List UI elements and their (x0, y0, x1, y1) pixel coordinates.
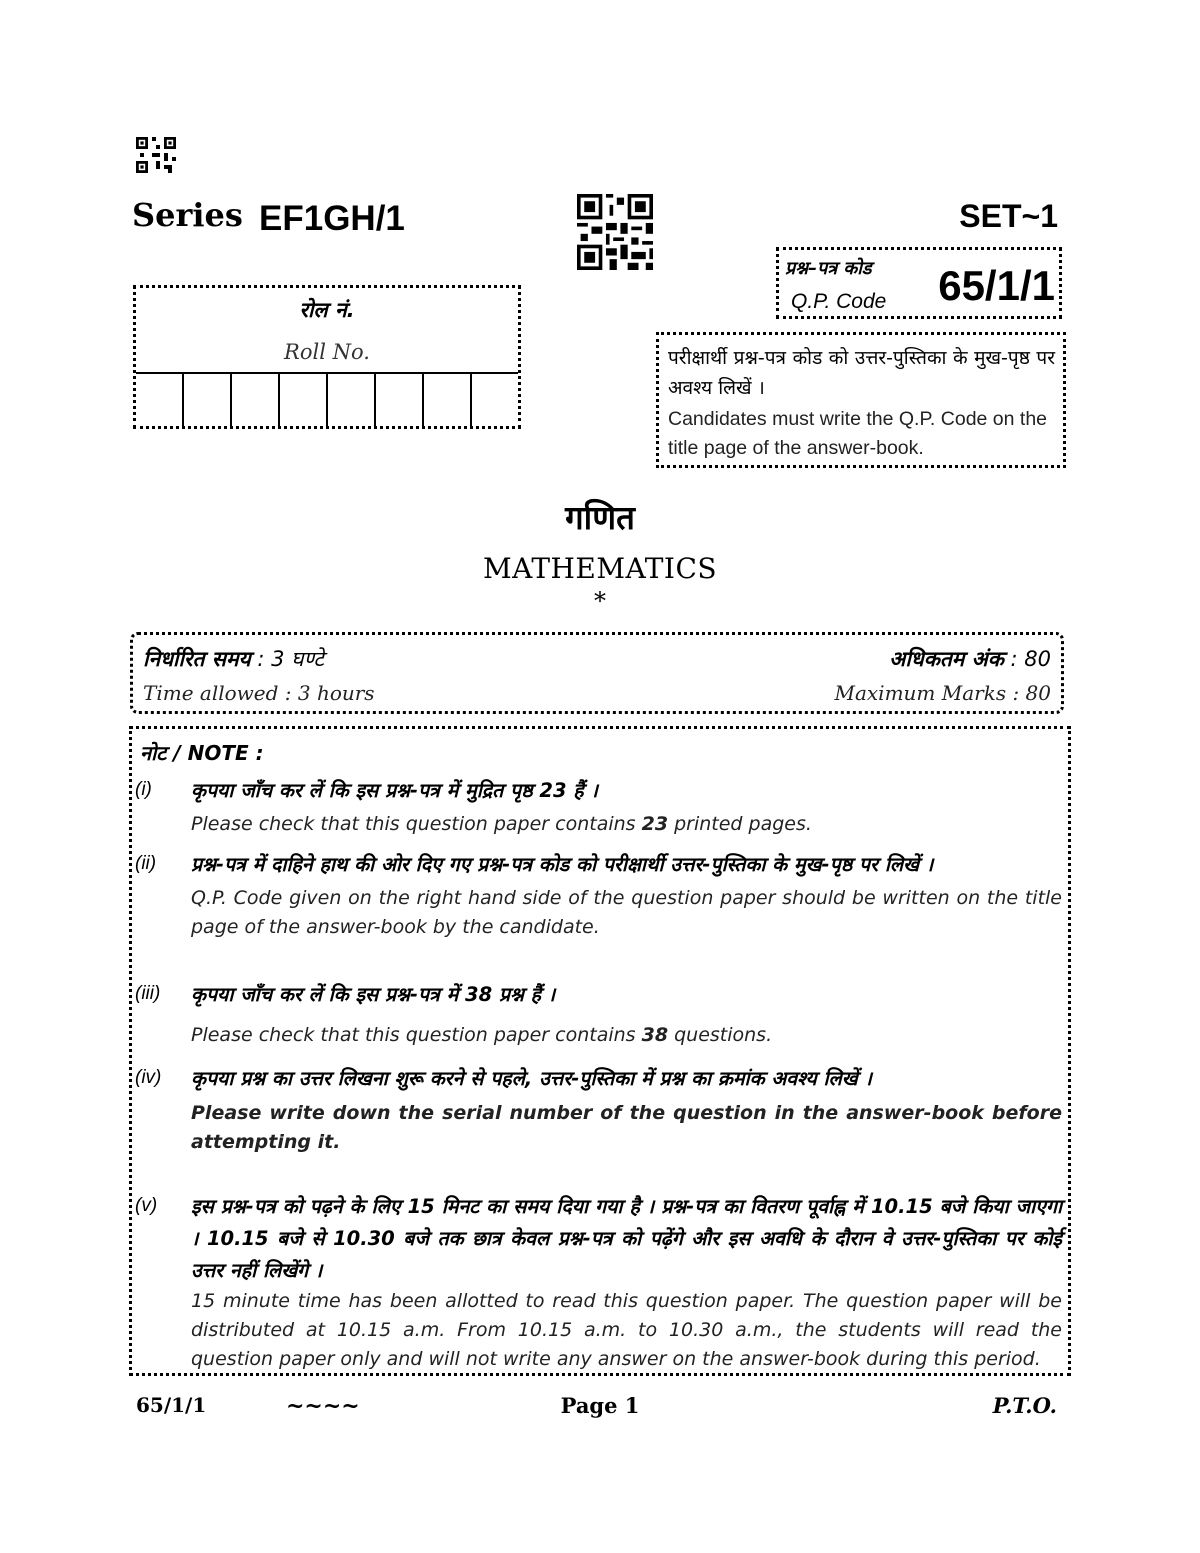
time-value-hindi: : 3 घण्टे (250, 647, 324, 671)
note-text: Please check that this question paper contains (191, 813, 642, 835)
qp-label-english: Q.P. Code (791, 290, 887, 313)
time-marks-box (130, 632, 1064, 714)
note-item (191, 849, 1062, 942)
qp-label-hindi: प्रश्न–पत्र कोड (785, 258, 872, 279)
footer-wave: ~~~~ (286, 1393, 360, 1419)
roll-digit-cell[interactable] (182, 374, 230, 426)
note-title: नोट / NOTE : (140, 741, 264, 765)
roll-digit-cell[interactable] (230, 374, 278, 426)
note-item-number: (ii) (135, 853, 157, 874)
qp-code-value: 65/1/1 (938, 262, 1055, 309)
candidate-instruction-box (656, 332, 1066, 468)
note-item-english (191, 1021, 1062, 1050)
roll-digit-cell[interactable] (374, 374, 422, 426)
qr-code-small-icon (136, 137, 176, 173)
roll-label-english: Roll No. (284, 340, 370, 364)
note-item-number: (v) (135, 1195, 158, 1216)
note-item-english: Please write down the serial number of the question in the answer-book before attempting it. (191, 1102, 1062, 1153)
roll-digit-cell[interactable] (326, 374, 374, 426)
note-item-english: Q.P. Code given on the right hand side of the question paper should be written on the title page of the answer-book by the candidate. (191, 887, 1062, 938)
subject-title-english: MATHEMATICS (482, 552, 718, 585)
note-item (191, 1063, 1062, 1157)
max-marks-hindi (889, 645, 1051, 673)
time-allowed-hindi (143, 645, 324, 673)
note-text: Please check that this question paper contains (191, 1024, 642, 1046)
roll-digit-cell[interactable] (136, 374, 182, 426)
note-item (191, 979, 1062, 1050)
roll-digit-cell[interactable] (470, 374, 518, 426)
pto-label: P.T.O. (992, 1393, 1057, 1418)
note-item-number: (iii) (135, 983, 161, 1004)
time-allowed-english: Time allowed : 3 hours (143, 681, 375, 705)
series-label: Series (132, 196, 243, 234)
note-item-number: (i) (135, 779, 152, 800)
max-marks-english: Maximum Marks : 80 (834, 681, 1051, 705)
roll-label-hindi: रोल नं. (299, 298, 355, 322)
series-code: EF1GH/1 (259, 199, 405, 238)
note-item-hindi: कृपया जाँच कर लें कि इस प्रश्न-पत्र में मुद्रित पृष्ठ 23 हैं । (191, 779, 598, 802)
qp-code-box (776, 247, 1062, 319)
note-item-hindi: कृपया प्रश्न का उत्तर लिखना शुरू करने से पहले, उत्तर-पुस्तिका में प्रश्न का क्रमांक अवश्य लिखें । (191, 1067, 872, 1090)
note-item-hindi: कृपया जाँच कर लें कि इस प्रश्न-पत्र में 38 प्रश्न हैं । (191, 983, 556, 1006)
page-number: Page 1 (560, 1393, 640, 1418)
question-count: 38 (641, 1024, 669, 1046)
subject-star: * (594, 587, 606, 615)
subject-title-hindi: गणित (565, 498, 635, 537)
note-item (191, 775, 1062, 839)
roll-digit-cell[interactable] (422, 374, 470, 426)
note-text: questions. (668, 1024, 773, 1046)
note-item-hindi: इस प्रश्न-पत्र को पढ़ने के लिए 15 मिनट का समय दिया गया है । प्रश्न-पत्र का वितरण पूर्वाह्न में 10.15 बजे किया जाएगा । 10.15 बजे से 10.30 बजे तक छात्र केवल प्रश्न-पत्र को पढ़ेंगे और इस अवधि के दौरान वे उत्तर-पुस्तिका पर कोई उत्तर नहीं लिखेंगे । (191, 1195, 1062, 1282)
note-item-english: 15 minute time has been allotted to read this question paper. The question paper will be distributed at 10.15 a.m. From 10.15 a.m. to 10.30 a.m., the students will read the question paper only and will not write any answer on the answer-book during this period. (191, 1290, 1062, 1370)
note-text: printed pages. (668, 813, 812, 835)
candidate-instruction-hindi: परीक्षार्थी प्रश्न-पत्र कोड को उत्तर-पुस्तिका के मुख-पृष्ठ पर अवश्य लिखें । (668, 347, 1055, 399)
time-label-hindi: निर्धारित समय (143, 647, 251, 671)
candidate-instruction-english: Candidates must write the Q.P. Code on the title page of the answer-book. (668, 408, 1048, 459)
page-count: 23 (641, 813, 669, 835)
roll-number-box (133, 285, 521, 429)
note-box (129, 726, 1071, 1376)
roll-digit-cell[interactable] (278, 374, 326, 426)
note-item-hindi: प्रश्न-पत्र में दाहिने हाथ की ओर दिए गए प्रश्न-पत्र कोड को परीक्षार्थी उत्तर-पुस्तिका के मुख-पृष्ठ पर लिखें । (191, 853, 934, 876)
marks-value-hindi: : 80 (1003, 647, 1051, 671)
set-label: SET~1 (959, 198, 1058, 234)
roll-number-grid (136, 372, 518, 426)
qr-code-icon (577, 194, 653, 270)
note-item-english (191, 810, 1062, 839)
note-item (191, 1191, 1062, 1374)
note-item-number: (iv) (135, 1067, 162, 1088)
marks-label-hindi: अधिकतम अंक (889, 647, 1004, 671)
footer-qp-code: 65/1/1 (136, 1393, 207, 1417)
